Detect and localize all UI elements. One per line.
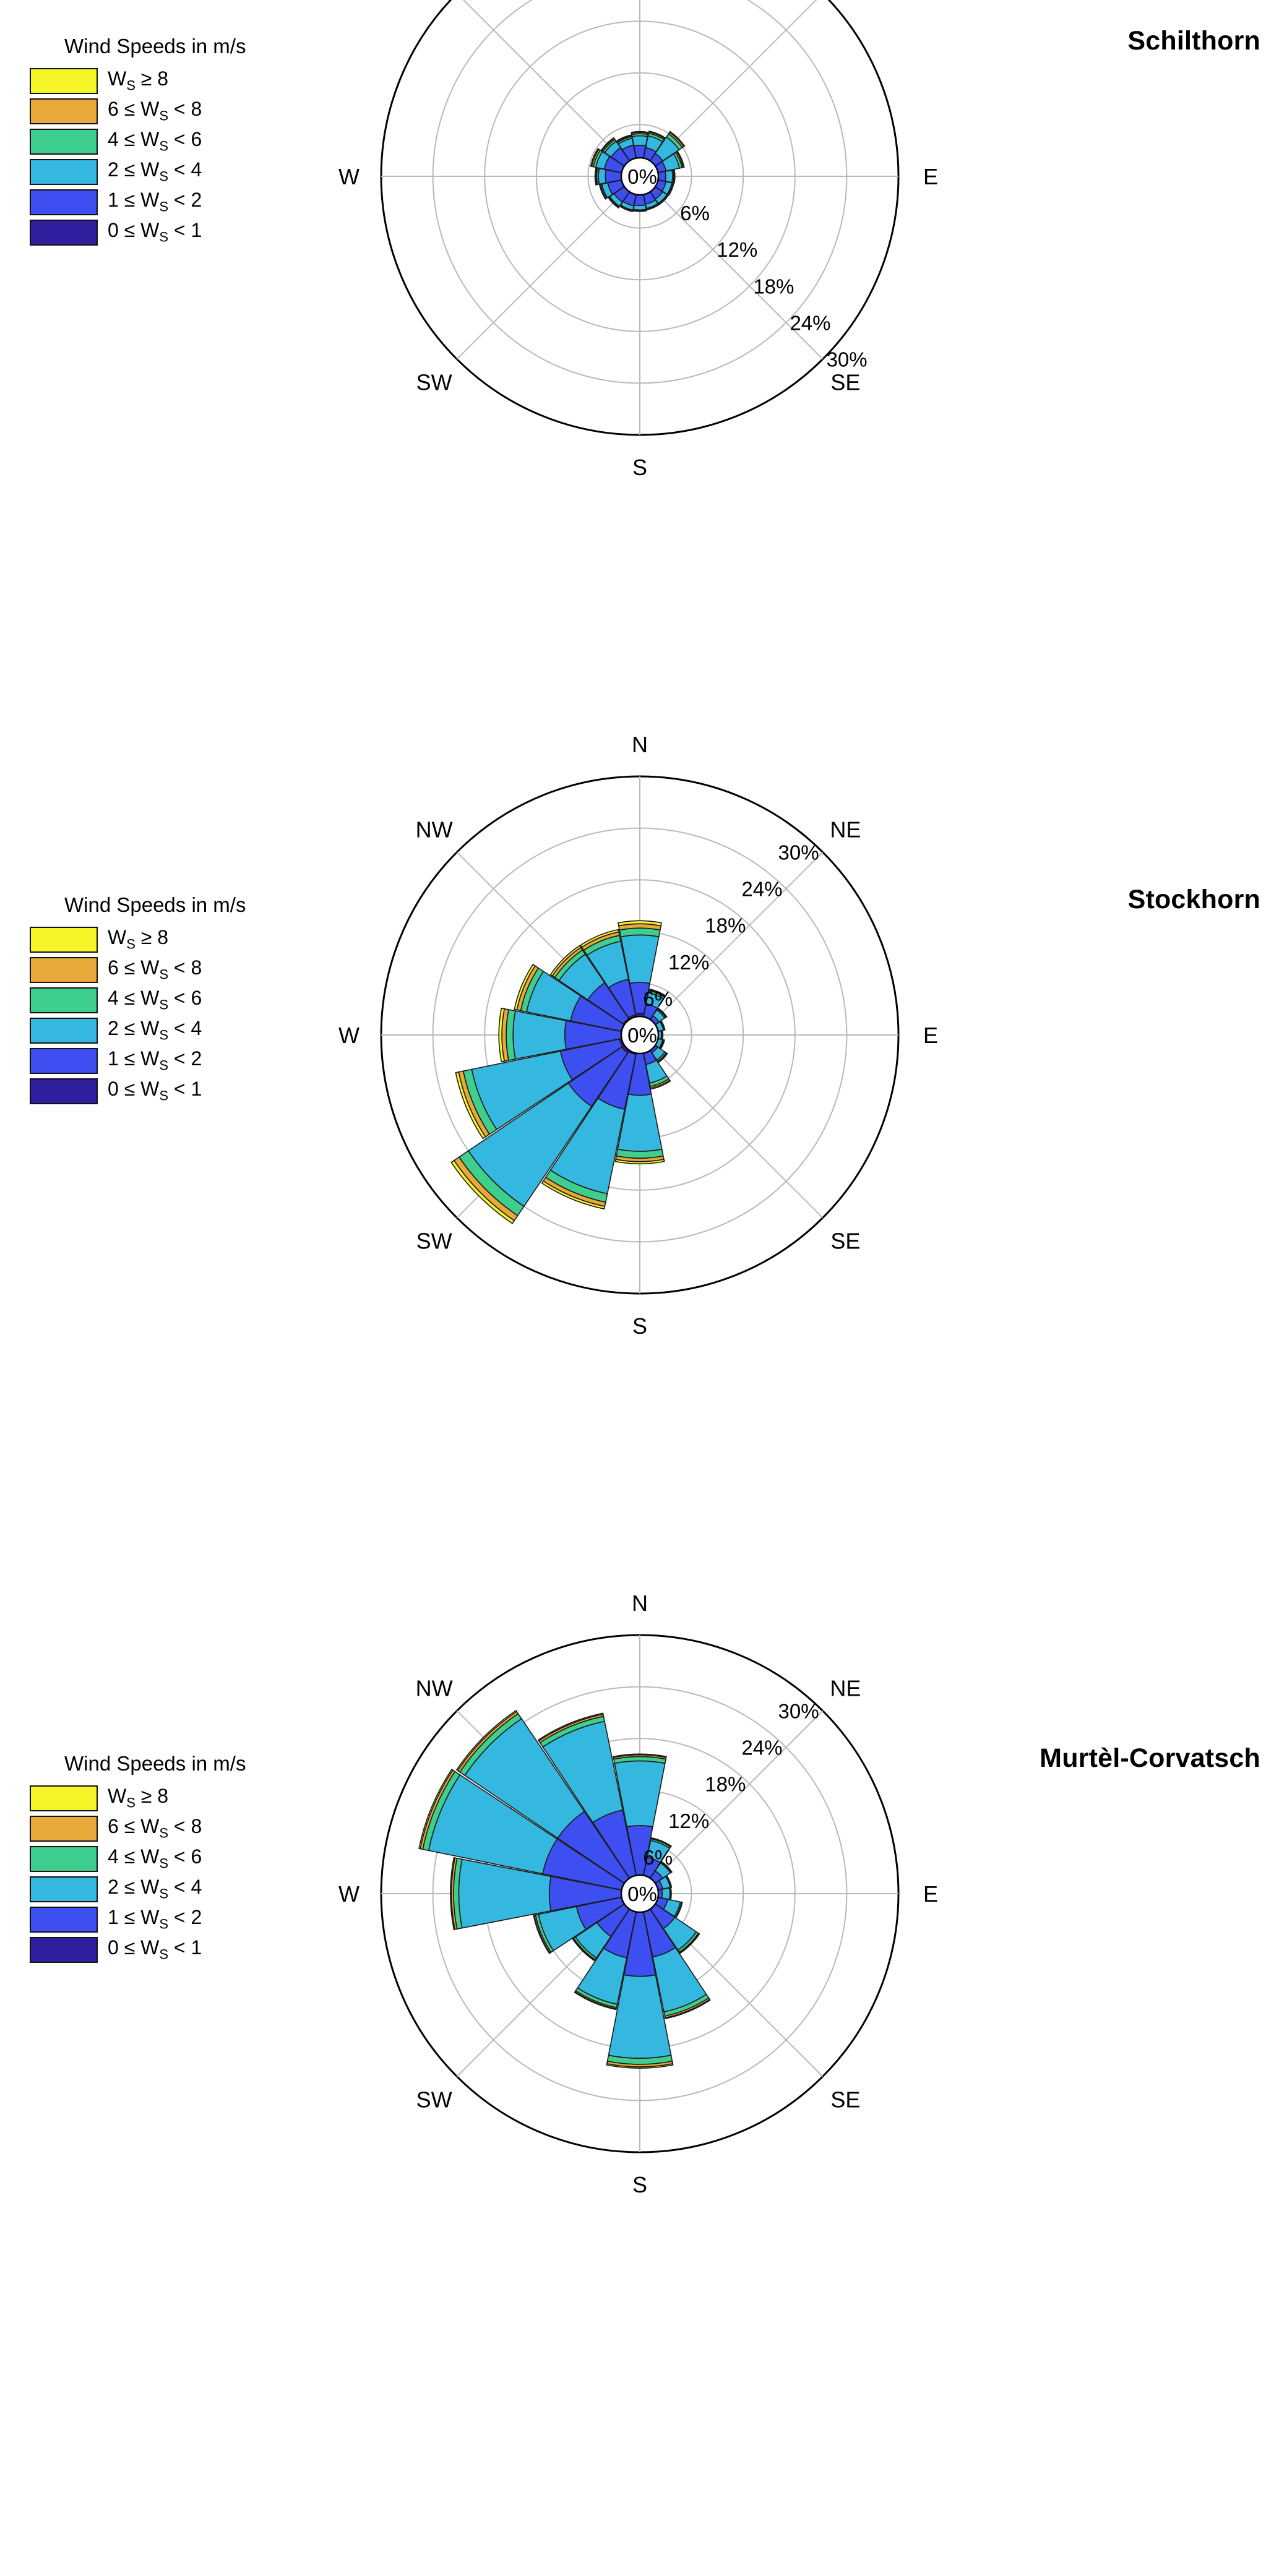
legend-item-label: $W_S \ge 8$	[108, 67, 169, 93]
legend-color-swatch	[30, 68, 98, 94]
direction-label-w: W	[338, 1023, 360, 1048]
legend-item	[30, 126, 296, 157]
legend-item-label: $2 \le W_S < 4$	[108, 158, 202, 184]
wind-rose-sectors	[451, 921, 670, 1223]
direction-label-nw: NW	[415, 817, 453, 843]
wind-rose-sector-segment	[674, 170, 675, 183]
wind-rose-sector-segment	[598, 168, 606, 184]
direction-label-e: E	[923, 1881, 938, 1907]
legend-item	[30, 955, 296, 985]
legend-color-swatch	[30, 987, 98, 1013]
radial-tick-label: 6%	[679, 202, 710, 225]
direction-label-n: N	[631, 732, 648, 757]
legend-color-swatch	[30, 1785, 98, 1811]
legend-color-swatch	[30, 1907, 98, 1933]
legend-color-swatch	[30, 1816, 98, 1842]
legend	[30, 893, 296, 1106]
legend-item-label: $0 \le W_S < 1$	[108, 1936, 202, 1962]
legend-color-swatch	[30, 1048, 98, 1074]
direction-label-sw: SW	[416, 369, 452, 395]
legend-title: Wind Speeds in m/s	[64, 1752, 246, 1775]
legend-item	[30, 187, 296, 217]
legend-item	[30, 1904, 296, 1934]
wind-rose-sector-segment	[661, 1888, 670, 1900]
legend-item-label: $2 \le W_S < 4$	[108, 1876, 202, 1902]
legend-item	[30, 96, 296, 126]
direction-label-nw: NW	[415, 1675, 453, 1701]
radial-tick-label: 6%	[642, 987, 673, 1010]
legend-item-label: $6 \le W_S < 8$	[108, 956, 202, 982]
wind-rose-plot	[299, 1547, 980, 2259]
legend-item	[30, 1844, 296, 1874]
radial-tick-label: 30%	[826, 348, 868, 371]
legend-item-label: $1 \le W_S < 2$	[108, 1047, 202, 1073]
legend-item	[30, 985, 296, 1015]
legend-item-label: $6 \le W_S < 8$	[108, 1815, 202, 1841]
legend-color-swatch	[30, 220, 98, 246]
radial-tick-label: 24%	[741, 877, 782, 901]
legend-item-label: $1 \le W_S < 2$	[108, 189, 202, 215]
panel-title: Schilthorn	[1127, 26, 1260, 56]
wind-rose-plot	[299, 0, 980, 541]
radial-tick-label: 30%	[778, 1699, 819, 1723]
legend-item-label: $4 \le W_S < 6$	[108, 1845, 202, 1871]
legend-item	[30, 1813, 296, 1844]
radial-tick-label: 12%	[668, 1809, 709, 1832]
radial-tick-label: 18%	[752, 275, 794, 298]
radial-tick-label: 18%	[704, 914, 746, 937]
direction-label-e: E	[923, 164, 938, 189]
radial-tick-label: 12%	[668, 950, 709, 974]
legend-color-swatch	[30, 957, 98, 983]
legend-item	[30, 1045, 296, 1076]
legend-color-swatch	[30, 98, 98, 124]
legend-item-label: $2 \le W_S < 4$	[108, 1017, 202, 1043]
legend	[30, 35, 296, 247]
legend-item	[30, 1874, 296, 1904]
panel-title: Murtèl-Corvatsch	[1040, 1743, 1260, 1773]
radial-tick-label: 0%	[627, 165, 657, 188]
legend-item	[30, 66, 296, 96]
direction-label-ne: NE	[829, 1675, 861, 1701]
direction-label-sw: SW	[416, 2087, 452, 2113]
wind-rose-plot	[299, 689, 980, 1400]
legend	[30, 1752, 296, 1965]
radial-tick-label: 18%	[704, 1772, 746, 1796]
radial-tick-label: 30%	[778, 841, 819, 864]
legend-item-label: $1 \le W_S < 2$	[108, 1906, 202, 1932]
direction-label-se: SE	[830, 1228, 860, 1254]
direction-label-n: N	[631, 1591, 648, 1616]
direction-label-e: E	[923, 1023, 938, 1048]
legend-title: Wind Speeds in m/s	[64, 893, 246, 916]
radial-tick-label: 24%	[789, 311, 831, 335]
polar-grid	[381, 0, 898, 435]
wind-rose-sector-segment	[670, 1887, 671, 1899]
radial-tick-label: 6%	[642, 1845, 673, 1869]
legend-item-label: $W_S \ge 8$	[108, 1785, 169, 1811]
legend-color-swatch	[30, 189, 98, 215]
legend-item-label: $0 \le W_S < 1$	[108, 1078, 202, 1104]
legend-color-swatch	[30, 1018, 98, 1044]
direction-label-w: W	[338, 1881, 360, 1907]
wind-rose-sectors	[419, 1711, 710, 2068]
legend-item	[30, 1934, 296, 1965]
legend-item	[30, 157, 296, 187]
legend-item-label: $6 \le W_S < 8$	[108, 98, 202, 124]
radial-tick-label: 0%	[627, 1024, 657, 1047]
legend-item	[30, 924, 296, 955]
legend-item	[30, 1076, 296, 1106]
legend-color-swatch	[30, 129, 98, 155]
legend-title: Wind Speeds in m/s	[64, 35, 246, 58]
legend-item-label: $0 \le W_S < 1$	[108, 219, 202, 245]
wind-rose-sector-segment	[665, 170, 673, 182]
direction-label-se: SE	[830, 369, 860, 395]
direction-label-s: S	[632, 455, 647, 480]
legend-color-swatch	[30, 159, 98, 185]
radial-tick-label: 12%	[716, 238, 757, 262]
legend-color-swatch	[30, 1876, 98, 1902]
direction-label-w: W	[338, 164, 360, 189]
legend-item-label: $4 \le W_S < 6$	[108, 128, 202, 154]
direction-label-sw: SW	[416, 1228, 452, 1254]
direction-label-ne: NE	[829, 817, 861, 843]
legend-color-swatch	[30, 1846, 98, 1872]
wind-rose-sector-segment	[632, 136, 647, 146]
legend-color-swatch	[30, 927, 98, 953]
legend-item-label: $W_S \ge 8$	[108, 926, 169, 952]
legend-color-swatch	[30, 1078, 98, 1104]
direction-label-s: S	[632, 2172, 647, 2197]
radial-tick-label: 0%	[627, 1883, 657, 1905]
wind-rose-sector-segment	[662, 1031, 663, 1039]
direction-label-s: S	[632, 1313, 647, 1339]
panel-title: Stockhorn	[1127, 885, 1260, 914]
windrose-panel	[0, 1591, 1279, 2576]
legend-item	[30, 1783, 296, 1813]
direction-label-se: SE	[830, 2087, 860, 2113]
legend-item	[30, 1015, 296, 1045]
legend-item	[30, 217, 296, 247]
legend-item-label: $4 \le W_S < 6$	[108, 987, 202, 1013]
radial-tick-label: 24%	[741, 1736, 782, 1759]
legend-color-swatch	[30, 1937, 98, 1963]
